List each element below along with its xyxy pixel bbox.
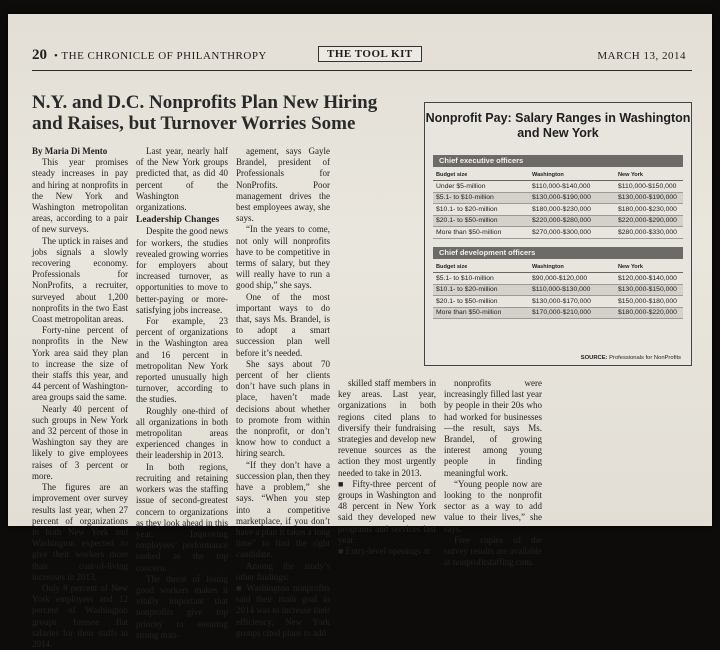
table-cell: $130,000-$190,000 <box>529 192 615 204</box>
article-column-4 <box>338 378 436 557</box>
cdo-band: Chief development officers <box>433 247 683 259</box>
column-header: Budget size <box>433 169 529 181</box>
paragraph: One of the most important ways to do that, says Ms. Brandel, is to adopt a smart succession plan well before it’s needed. <box>236 291 330 358</box>
article-headline: N.Y. and D.C. Nonprofits Plan New Hiring and Raises, but Turnover Worries Some <box>32 92 378 134</box>
table-cell: $280,000-$330,000 <box>615 227 683 239</box>
table-cell: $120,000-$140,000 <box>615 273 683 285</box>
table-cell: $90,000-$120,000 <box>529 273 615 285</box>
table-header-row <box>433 169 683 181</box>
paragraph: Nearly 40 percent of such groups in New York and 32 percent of those in Washington say they are likely to give employees raises of 3 percent or more. <box>32 403 128 481</box>
cdo-salary-table <box>433 261 683 319</box>
table-cell: $220,000-$280,000 <box>529 215 615 227</box>
table-cell: Under $5-million <box>433 181 529 193</box>
table-row <box>433 204 683 216</box>
column-header: Washington <box>529 261 615 273</box>
table-cell: $110,000-$150,000 <box>615 181 683 193</box>
table-cell: $20.1- to $50-million <box>433 296 529 308</box>
table-cell: More than $50-million <box>433 307 529 319</box>
paragraph: This year promises steady increases in pay and hiring at nonprofits in the New York and Washington metropolitan areas, according to a pair of new surveys. <box>32 157 128 235</box>
ceo-band: Chief executive officers <box>433 155 683 167</box>
paragraph: The threat of losing good workers makes it vitally important that nonprofits give top priority to ensuring strong man- <box>136 573 228 640</box>
sidebar-title: Nonprofit Pay: Salary Ranges in Washington and New York <box>425 111 691 140</box>
column-header: New York <box>615 169 683 181</box>
table-cell: $20.1- to $50-million <box>433 215 529 227</box>
paragraph: For example, 23 percent of organizations in the Washington area and 16 percent in metropolitan New York reported unusually high turnover, according to the studies. <box>136 316 228 405</box>
paragraph: agement, says Gayle Brandel, president of Professionals for NonProfits. Poor management drives the best employees away, she says. <box>236 146 330 224</box>
table-row <box>433 215 683 227</box>
paragraph: The uptick in raises and jobs signals a slowly recovering economy. Professionals for NonProfits, a recruiter, surveyed about 1,200 nonprofits in the two East Coast metropolitan areas. <box>32 235 128 325</box>
ceo-salary-table <box>433 169 683 239</box>
table-cell: $130,000-$190,000 <box>615 192 683 204</box>
table-cell: $130,000-$170,000 <box>529 296 615 308</box>
paragraph: “Young people now are looking to the nonprofit sector as a way to add value to their lives,” she says. <box>444 478 542 534</box>
source-label: SOURCE: <box>580 355 608 361</box>
publication-name: • THE CHRONICLE OF PHILANTHROPY <box>54 50 267 62</box>
table-cell: $270,000-$300,000 <box>529 227 615 239</box>
bullet-item: ■ Fifty-three percent of groups in Washington and 48 percent in New York said they developed new programs and services last year. <box>338 478 436 545</box>
article-column-1 <box>32 146 128 650</box>
table-cell: $110,000-$130,000 <box>529 284 615 296</box>
salary-sidebar <box>424 102 692 366</box>
article-column-5 <box>444 378 542 568</box>
sidebar-source <box>581 355 681 361</box>
bullet-item: ■ Washington nonprofits said their main goal in 2014 was to increase their efficiency; New York groups cited plans to add <box>236 582 330 638</box>
column-header: Washington <box>529 169 615 181</box>
table-cell: $10.1- to $20-million <box>433 284 529 296</box>
table-cell: $220,000-$290,000 <box>615 215 683 227</box>
source-text: Professionals for NonProfits <box>609 355 681 361</box>
table-row <box>433 284 683 296</box>
column-header: Budget size <box>433 261 529 273</box>
paragraph: “In the years to come, not only will nonprofits have to be competitive in terms of salary, but they will really have to run a good ship,” she says. <box>236 224 330 291</box>
paragraph: “If they don’t have a succession plan, then they have a problem,” she says. “When you step into a competitive marketplace, if you don’t have a plan it takes a long time” to find the right candidate. <box>236 459 330 560</box>
table-cell: $180,000-$230,000 <box>615 204 683 216</box>
table-cell: More than $50-million <box>433 227 529 239</box>
table-row <box>433 296 683 308</box>
table-row <box>433 192 683 204</box>
page-number: 20 <box>32 47 47 63</box>
paragraph: She says about 70 percent of her clients don’t have such plans in place, haven’t made decisions about whether to promote from within the nonprofit, or don’t know how to conduct a hiring search. <box>236 358 330 459</box>
table-cell: $110,000-$140,000 <box>529 181 615 193</box>
paragraph: In both regions, recruiting and retaining workers was the staffing issue of second-greatest concern to organizations as they look ahead in this year. Improving employees’ performance ranked as the top concern. <box>136 461 228 573</box>
table-row <box>433 181 683 193</box>
byline: By Maria Di Mento <box>32 146 108 156</box>
table-row <box>433 273 683 285</box>
paragraph: The figures are an improvement over survey results last year, when 27 percent of organizations in both New York and Washington expected to give their workers more than cost-of-living increases in 2013. <box>32 482 128 582</box>
table-cell: $180,000-$230,000 <box>529 204 615 216</box>
newspaper-page <box>8 14 712 649</box>
table-cell: $5.1- to $10-million <box>433 273 529 285</box>
paragraph: skilled staff members in key areas. Last year, organizations in both regions cited plans to diversify their fundraising strategies and develop new revenue sources as the action they most urgently needed to take in 2013. <box>338 378 436 478</box>
paragraph: Only 8 percent of New York employers and 12 percent of Washington groups foresee flat salaries for their staffs in 2014. <box>32 582 128 649</box>
table-cell: $170,000-$210,000 <box>529 307 615 319</box>
table-cell: $5.1- to $10-million <box>433 192 529 204</box>
paragraph: Despite the good news for workers, the studies revealed growing worries for employers about increased turnover, as opportunities to move to better-paying or more-satisfying jobs increase. <box>136 226 228 315</box>
table-row <box>433 307 683 319</box>
section-label: THE TOOL KIT <box>318 46 422 62</box>
bullet-item: ■ Entry-level openings at <box>338 546 430 557</box>
article-column-2 <box>136 146 228 641</box>
table-row <box>433 227 683 239</box>
paragraph: Free copies of the survey results are available at nonprofitstaffing.com. <box>444 534 542 568</box>
subhead: Leadership Changes <box>136 215 220 226</box>
article-column-3 <box>236 146 330 639</box>
publication-date: MARCH 13, 2014 <box>597 50 686 62</box>
table-cell: $150,000-$180,000 <box>615 296 683 308</box>
table-header-row <box>433 261 683 273</box>
paragraph: Among the study’s other findings: <box>236 560 330 582</box>
paragraph: Forty-nine percent of nonprofits in the New York area said they plan to increase the size of their staffs this year, and 44 percent of Washington-area groups said the same. <box>32 325 128 403</box>
table-cell: $10.1- to $20-million <box>433 204 529 216</box>
header-rule <box>32 70 692 71</box>
table-cell: $130,000-$150,000 <box>615 284 683 296</box>
column-header: New York <box>615 261 683 273</box>
page-header <box>32 44 692 70</box>
paragraph: Roughly one-third of all organizations in both metropolitan areas experienced changes in their leadership in 2013. <box>136 405 228 461</box>
paragraph: nonprofits were increasingly filled last year by people in their 20s who had worked for businesses—the result, says Ms. Brandel, of growing interest among young people in finding meaningful work. <box>444 378 542 478</box>
paragraph: Last year, nearly half of the New York groups predicted that, as did 40 percent of the Washington organizations. <box>136 146 228 213</box>
table-cell: $180,000-$220,000 <box>615 307 683 319</box>
